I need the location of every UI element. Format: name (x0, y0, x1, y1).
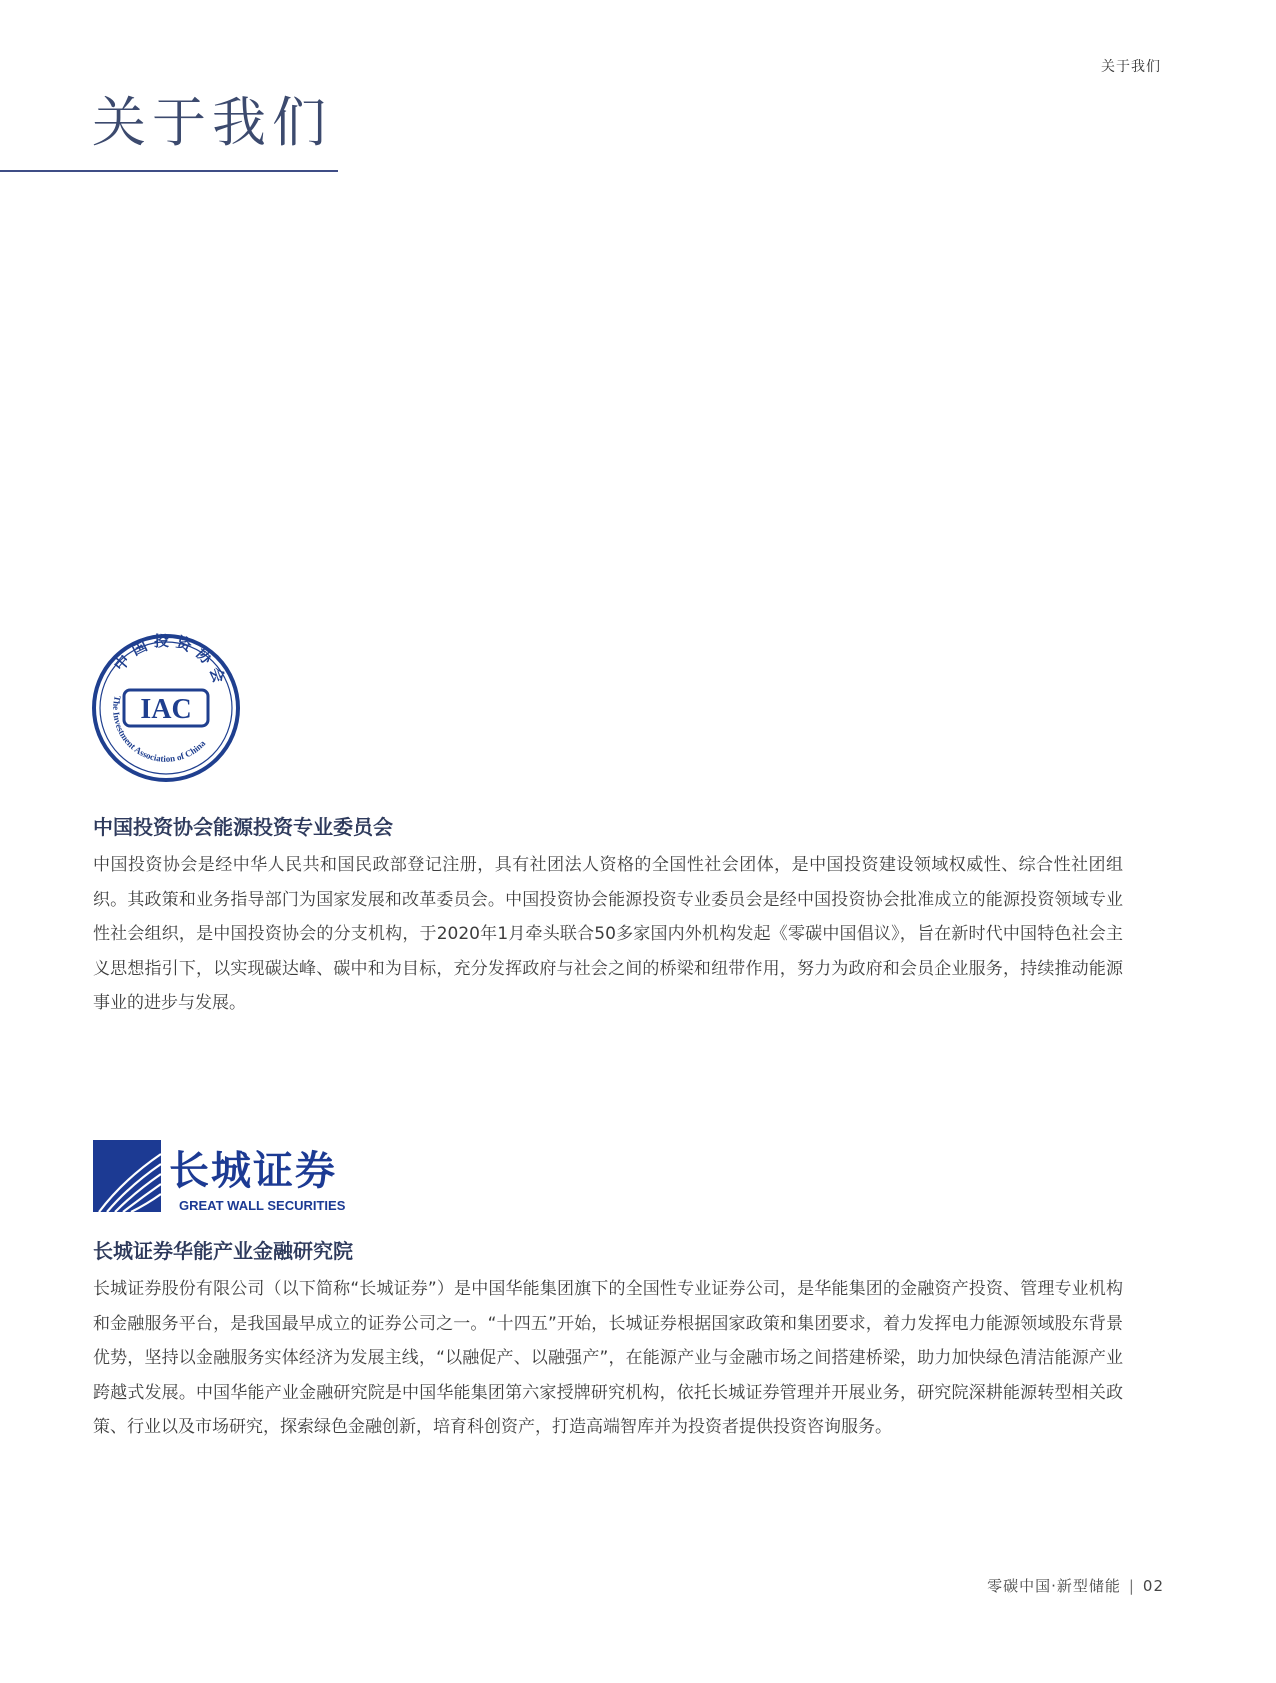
iac-logo-acronym: IAC (140, 694, 192, 725)
iac-logo-top-text: 中国投资协会 (110, 631, 230, 691)
gws-logo-name-cn: 长城证券 (169, 1147, 337, 1194)
header-section-label: 关于我们 (1101, 59, 1161, 75)
iac-section-heading: 中国投资协会能源投资专业委员会 (93, 815, 393, 839)
great-wall-securities-logo (93, 1140, 393, 1216)
footer-publication: 零碳中国·新型储能 (987, 1577, 1121, 1595)
page-footer (987, 1575, 1164, 1596)
footer-separator: | (1128, 1577, 1135, 1595)
gws-section-body: 长城证券股份有限公司（以下简称“长城证券”）是中国华能集团旗下的全国性专业证券公司，是华能集团的金融资产投资、管理专业机构和金融服务平台，是我国最早成立的证券公司之一。“十四五”开始，长城证券根据国家政策和集团要求，着力发挥电力能源领域股东背景优势，坚持以金融服务实体经济为发展主线，“以融促产、以融强产”，在能源产业与金融市场之间搭建桥梁，助力加快绿色清洁能源产业跨越式发展。中国华能产业金融研究院是中国华能集团第六家授牌研究机构，依托长城证券管理并开展业务，研究院深耕能源转型相关政策、行业以及市场研究，探索绿色金融创新，培育科创资产，打造高端智库并为投资者提供投资咨询服务。 (93, 1279, 1123, 1437)
gws-section (93, 1236, 1123, 1445)
iac-section-body: 中国投资协会是经中华人民共和国民政部登记注册，具有社团法人资格的全国性社会团体，是中国投资建设领域权威性、综合性社团组织。其政策和业务指导部门为国家发展和改革委员会。中国投资协会能源投资专业委员会是经中国投资协会批准成立的能源投资领域专业性社会组织，是中国投资协会的分支机构，于2020年1月牵头联合50多家国内外机构发起《零碳中国倡议》，旨在新时代中国特色社会主义思想指引下，以实现碳达峰、碳中和为目标，充分发挥政府与社会之间的桥梁和纽带作用，努力为政府和会员企业服务，持续推动能源事业的进步与发展。 (93, 855, 1123, 1013)
iac-section (93, 812, 1123, 1021)
page-title: 关于我们 (92, 91, 332, 154)
iac-logo (88, 630, 244, 786)
title-underline (0, 170, 338, 172)
gws-section-heading: 长城证券华能产业金融研究院 (93, 1239, 353, 1263)
iac-logo-ring-text: The Investment Association of China (111, 694, 208, 764)
gws-logo-name-en: GREAT WALL SECURITIES (179, 1198, 346, 1213)
footer-page-number: 02 (1142, 1577, 1164, 1595)
